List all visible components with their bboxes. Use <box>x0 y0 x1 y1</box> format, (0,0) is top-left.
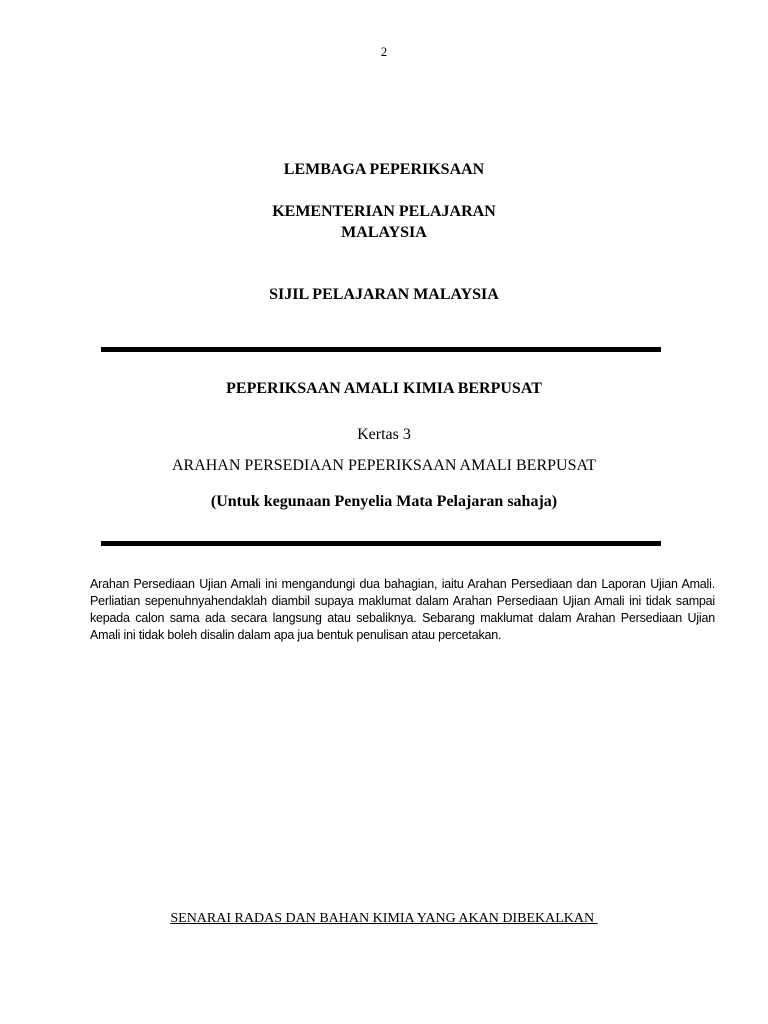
page-number: 2 <box>380 44 388 59</box>
ministry-title-line2: MALAYSIA <box>341 224 427 241</box>
top-divider <box>101 347 661 352</box>
bottom-divider <box>101 541 661 546</box>
section-title <box>0 910 768 928</box>
paper-label: Kertas 3 <box>357 426 411 443</box>
board-title: LEMBAGA PEPERIKSAAN <box>283 161 485 178</box>
exam-title: PEPERIKSAAN AMALI KIMIA BERPUSAT <box>226 380 542 397</box>
ministry-title <box>0 201 768 243</box>
usage-note: (Untuk kegunaan Penyelia Mata Pelajaran sahaja) <box>210 493 558 510</box>
section-title-text: SENARAI RADAS DAN BAHAN KIMIA YANG AKAN DIBEKALKAN <box>170 911 598 926</box>
intro-paragraph: Arahan Persediaan Ujian Amali ini mengandungi dua bahagian, iaitu Arahan Persediaan dan Laporan Ujian Amali. Perliatian sepenuhnyahendaklah diambil supaya maklumat dalam Arahan Persediaan Ujian Amali ini tidak sampai kepada calon sama ada secara langsung atau sebaliknya. Sebarang maklumat dalam Arahan Persediaan Ujian Amali ini tidak boleh disalin dalam apa jua bentuk penulisan atau percetakan. <box>90 577 715 642</box>
certificate-title: SIJIL PELAJARAN MALAYSIA <box>269 286 499 303</box>
ministry-title-line1: KEMENTERIAN PELAJARAN <box>272 203 496 220</box>
exam-subtitle: ARAHAN PERSEDIAAN PEPERIKSAAN AMALI BERPUSAT <box>171 457 597 474</box>
